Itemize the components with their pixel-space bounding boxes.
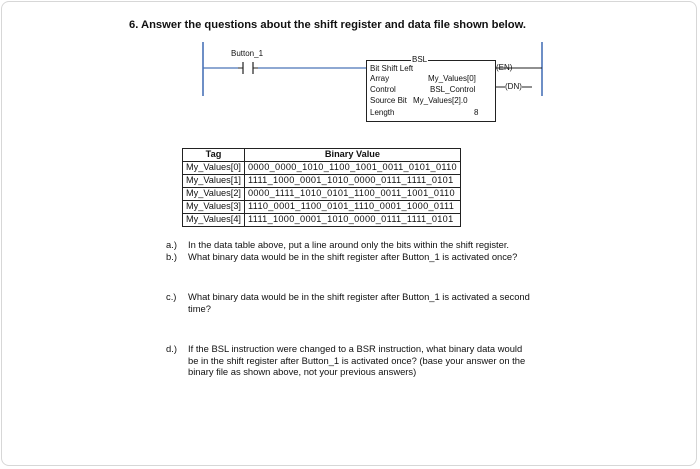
- binary-data-table: [182, 148, 461, 227]
- row-value: 1111_1000_0001_1010_0000_0111_1111_0101: [244, 214, 460, 227]
- subquestion-text: binary file as shown above, not your previous answers): [188, 366, 417, 377]
- table-row: [183, 214, 461, 227]
- param-source-value: My_Values[2].0: [413, 96, 468, 105]
- subquestion-text: be in the shift register after Button_1 is activated once? (base your answer on the: [188, 354, 526, 366]
- header-tag: Tag: [183, 149, 245, 162]
- param-array-name: Array: [370, 74, 390, 83]
- xic-contact-icon: [238, 62, 258, 74]
- dn-output-label: DN: [507, 82, 520, 91]
- row-tag: My_Values[0]: [183, 162, 245, 175]
- dn-output: (DN): [505, 82, 522, 91]
- table-row: [183, 201, 461, 214]
- row-tag: My_Values[3]: [183, 201, 245, 214]
- subquestion-text: What binary data would be in the shift register after Button_1 is activated a second: [188, 291, 530, 302]
- param-source-name: Source Bit: [370, 96, 407, 105]
- subquestion-d: [166, 343, 666, 379]
- param-array-value: My_Values[0]: [428, 74, 476, 83]
- subquestion-c: [166, 291, 666, 315]
- row-value: 1110_0001_1100_0101_1110_0001_1000_0111: [244, 201, 460, 214]
- table-header-row: [183, 149, 461, 162]
- subquestion-text: If the BSL instruction were changed to a BSR instruction, what binary data would: [188, 343, 523, 354]
- contact-label: Button_1: [231, 49, 264, 58]
- row-tag: My_Values[1]: [183, 175, 245, 188]
- subquestion-a: [166, 239, 666, 251]
- instruction-desc: Bit Shift Left: [370, 64, 414, 73]
- subquestion-key: d.): [166, 343, 177, 354]
- row-value: 1111_1000_0001_1010_0000_0111_1111_0101: [244, 175, 460, 188]
- subquestion-b: [166, 251, 666, 263]
- subquestion-key: c.): [166, 291, 177, 302]
- subquestion-text: time?: [188, 302, 211, 314]
- row-value: 0000_0000_1010_1100_1001_0011_0101_0110: [244, 162, 460, 175]
- subquestion-text: In the data table above, put a line around only the bits within the shift register.: [188, 239, 510, 250]
- row-tag: My_Values[4]: [183, 214, 245, 227]
- header-binary-value: Binary Value: [244, 149, 460, 162]
- question-title: 6. Answer the questions about the shift register and data file shown below.: [129, 19, 527, 31]
- table-row: [183, 162, 461, 175]
- subquestion-text: What binary data would be in the shift register after Button_1 is activated once?: [188, 251, 518, 262]
- subquestion-key: a.): [166, 239, 177, 250]
- en-output: (EN): [496, 63, 513, 72]
- param-length-name: Length: [370, 108, 395, 117]
- subquestion-key: b.): [166, 251, 177, 262]
- row-tag: My_Values[2]: [183, 188, 245, 201]
- table-row: [183, 175, 461, 188]
- param-control-name: Control: [370, 85, 396, 94]
- param-control-value: BSL_Control: [430, 85, 476, 94]
- instruction-name: BSL: [412, 55, 428, 64]
- param-length-value: 8: [474, 108, 479, 117]
- row-value: 0000_1111_1010_0101_1100_0011_1001_0110: [244, 188, 460, 201]
- en-output-label: EN: [498, 63, 510, 72]
- table-row: [183, 188, 461, 201]
